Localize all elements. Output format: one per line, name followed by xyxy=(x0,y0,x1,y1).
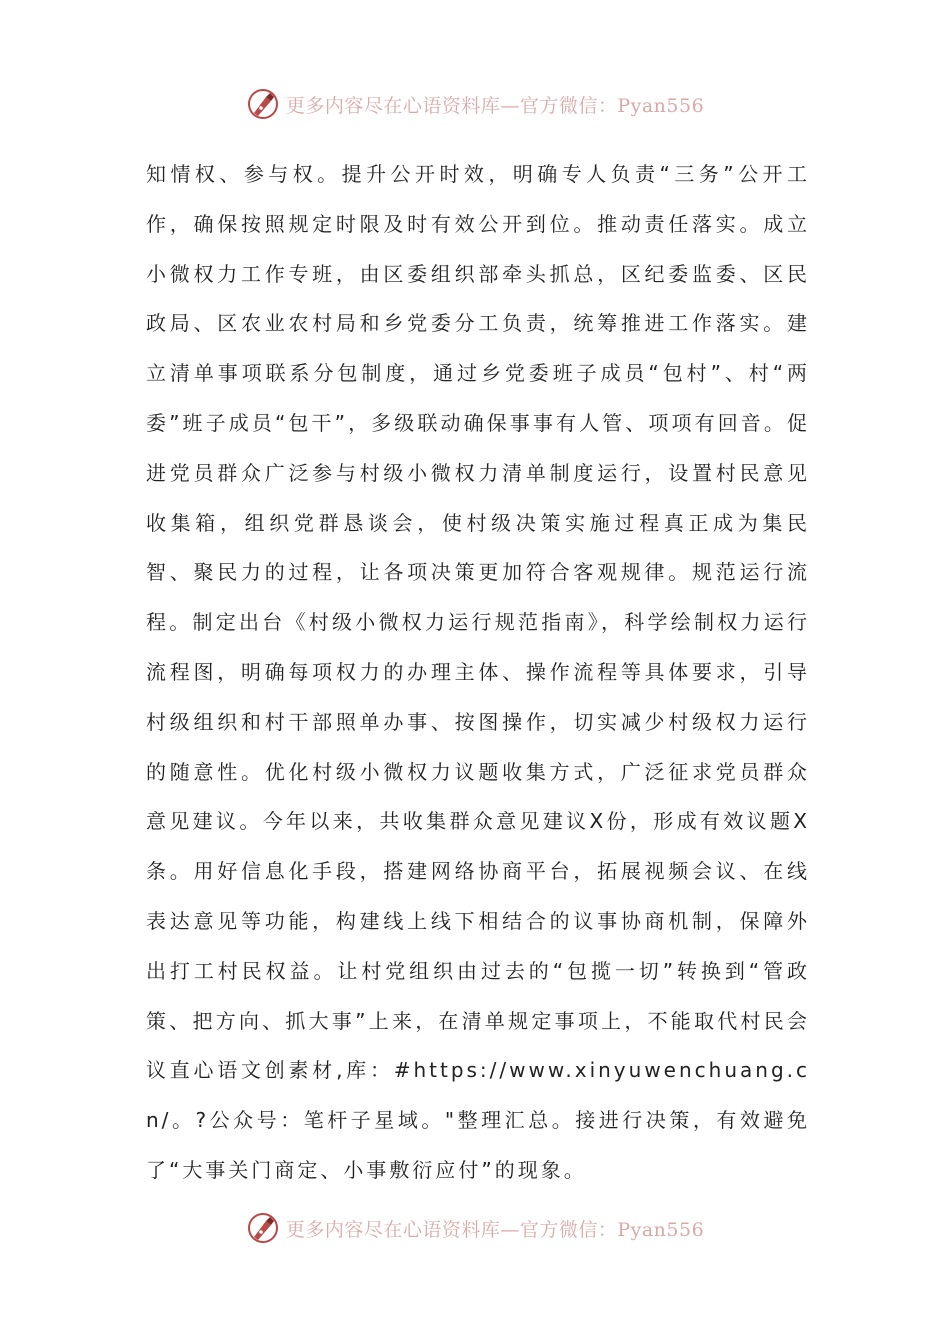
pen-nib-logo-icon xyxy=(246,1211,280,1245)
footer-banner xyxy=(0,1208,950,1248)
document-paragraph: 知情权、参与权。提升公开时效，明确专人负责“三务”公开工作，确保按照规定时限及时有效公开到位。推动责任落实。成立小微权力工作专班，由区委组织部牵头抓总，区纪委监委、区民政局、区农业农村局和乡党委分工负责，统筹推进工作落实。建立清单事项联系分包制度，通过乡党委班子成员“包村”、村“两委”班子成员“包干”，多级联动确保事事有人管、项项有回音。促进党员群众广泛参与村级小微权力清单制度运行，设置村民意见收集箱，组织党群恳谈会，使村级决策实施过程真正成为集民智、聚民力的过程，让各项决策更加符合客观规律。规范运行流程。制定出台《村级小微权力运行规范指南》，科学绘制权力运行流程图，明确每项权力的办理主体、操作流程等具体要求，引导村级组织和村干部照单办事、按图操作，切实减少村级权力运行的随意性。优化村级小微权力议题收集方式，广泛征求党员群众意见建议。今年以来，共收集群众意见建议X份，形成有效议题X条。用好信息化手段，搭建网络协商平台，拓展视频会议、在线表达意见等功能，构建线上线下相结合的议事协商机制，保障外出打工村民权益。让村党组织由过去的“包揽一切”转换到“管政策、把方向、抓大事”上来，在清单规定事项上，不能取代村民会议直心语文创素材,库：#https://www.xinyuwenchuang.cn/。?公众号：笔杆子星域。"整理汇总。接进行决策，有效避免了“大事关门商定、小事敷衍应付”的现象。 xyxy=(146,162,810,1182)
pen-nib-logo-icon xyxy=(246,87,280,121)
footer-banner-text: 更多内容尽在心语资料库—官方微信：Pyan556 xyxy=(285,1218,705,1241)
header-banner-text: 更多内容尽在心语资料库—官方微信：Pyan556 xyxy=(285,94,705,117)
header-banner xyxy=(0,84,950,124)
